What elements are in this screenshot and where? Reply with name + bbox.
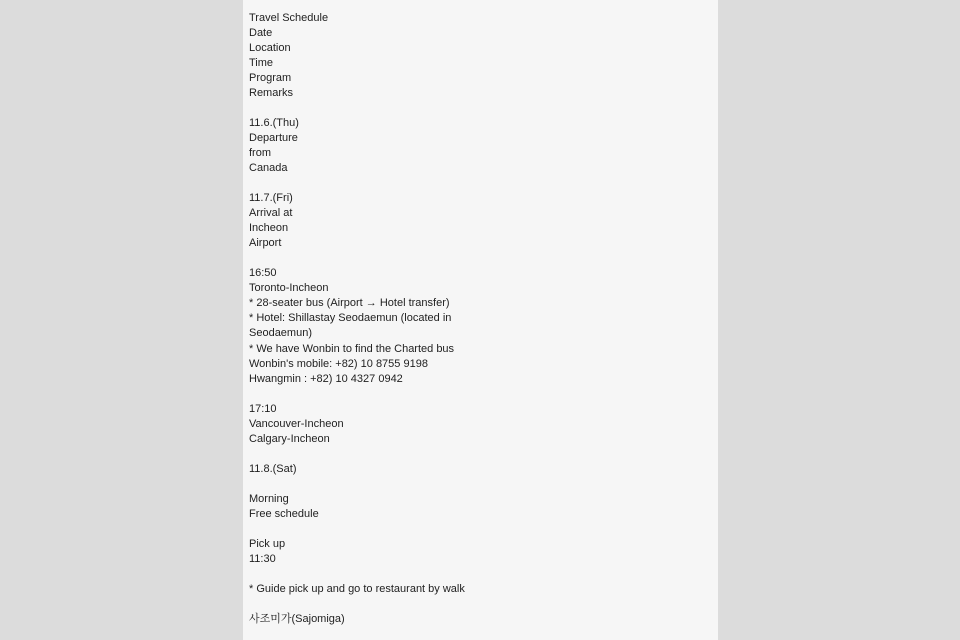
document-line xyxy=(249,522,714,537)
document-line: 11:30 xyxy=(249,553,276,566)
document-line: Travel Schedule xyxy=(249,11,329,24)
document-line xyxy=(249,567,714,582)
document-line xyxy=(249,597,714,612)
document-line: Remarks xyxy=(249,86,294,99)
document-line: * Guide pick up and go to restaurant by walk xyxy=(249,583,465,596)
document-line: Toronto-Incheon xyxy=(249,282,329,295)
document-line: Incheon xyxy=(249,222,289,235)
document-line: from xyxy=(249,146,271,159)
document-line: Location xyxy=(249,41,291,54)
document-line: Arrival at xyxy=(249,207,293,220)
document-line: Departure xyxy=(249,131,298,144)
document-line: 11.7.(Fri) xyxy=(249,192,293,205)
document-line: Hwangmin : +82) 10 4327 0942 xyxy=(249,372,403,385)
document-line xyxy=(249,477,714,492)
document-line: Morning xyxy=(249,493,289,505)
document-line: 사조미가(Sajomiga) xyxy=(249,613,345,626)
document-line: * We have Wonbin to find the Charted bus xyxy=(249,342,455,355)
document-line xyxy=(249,447,714,462)
document-line: Date xyxy=(249,26,273,39)
document-line: Canada xyxy=(249,161,288,174)
document-line: * 28-seater bus (Airport → Hotel transfer) xyxy=(249,297,450,310)
document-line: Calgary-Incheon xyxy=(249,432,330,445)
document-line: Program xyxy=(249,71,292,84)
document-line: 11.6.(Thu) xyxy=(249,116,299,129)
document-line: * Hotel: Shillastay Seodaemun (located in xyxy=(249,312,452,325)
document-line: Airport xyxy=(249,237,282,250)
document-line: Vancouver-Incheon xyxy=(249,417,344,430)
document-line: Pick up xyxy=(249,538,286,551)
document-line: Wonbin's mobile: +82) 10 8755 9198 xyxy=(249,357,428,370)
document-line xyxy=(249,251,714,266)
document-line xyxy=(249,101,714,116)
document-line: Seodaemun) xyxy=(249,327,312,340)
document-line xyxy=(249,387,714,402)
document-line xyxy=(249,176,714,191)
document-line: 11.8.(Sat) xyxy=(249,462,297,475)
document-line: 16:50 xyxy=(249,267,277,280)
document-page xyxy=(243,0,718,640)
document-lines xyxy=(243,0,718,627)
document-line: 17:10 xyxy=(249,402,277,415)
document-line: Time xyxy=(249,56,274,69)
document-line: Free schedule xyxy=(249,508,319,521)
